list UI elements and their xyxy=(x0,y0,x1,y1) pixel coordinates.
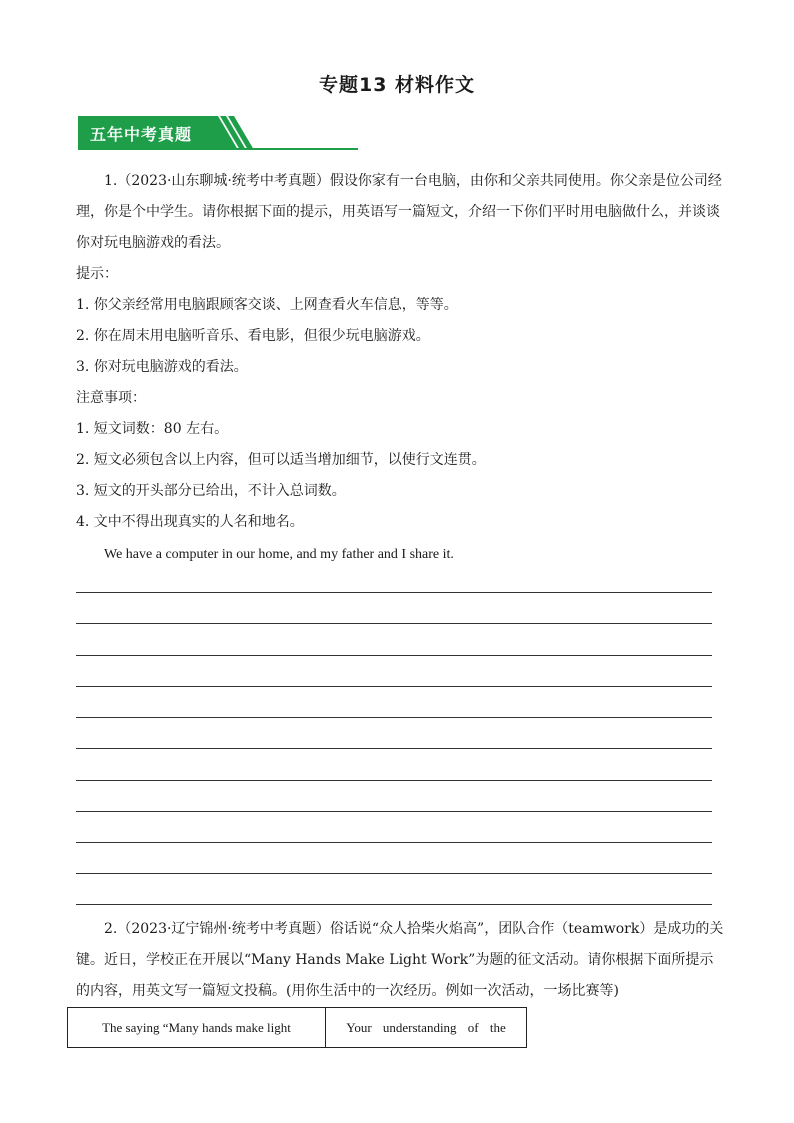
writing-line[interactable] xyxy=(76,623,712,624)
note-item: 4. 文中不得出现真实的人名和地名。 xyxy=(76,514,304,530)
opening-sentence: We have a computer in our home, and my father and I share it. xyxy=(104,547,454,562)
writing-line[interactable] xyxy=(76,842,712,843)
writing-line[interactable] xyxy=(76,904,712,905)
banner-stripes-icon xyxy=(198,116,258,150)
hints-label: 提示： xyxy=(76,266,118,282)
banner-underline xyxy=(78,148,358,150)
writing-line[interactable] xyxy=(76,811,712,812)
hint-item: 2. 你在周末用电脑听音乐、看电影，但很少玩电脑游戏。 xyxy=(76,328,430,344)
prompt-table xyxy=(67,1007,527,1048)
section-label: 五年中考真题 xyxy=(90,125,193,144)
writing-line[interactable] xyxy=(76,655,712,656)
writing-line[interactable] xyxy=(76,780,712,781)
table-cell: Your understanding of the xyxy=(346,1020,506,1035)
question1-paragraph: 1.（2023·山东聊城·统考中考真题）假设你家有一台电脑，由你和父亲共同使用。你父亲是位公司经理，你是个中学生。请你根据下面的提示，用英语写一篇短文，介绍一下你们平时用电脑做什么，并谈谈你对玩电脑游戏的看法。 xyxy=(76,173,722,251)
writing-line[interactable] xyxy=(76,717,712,718)
writing-line[interactable] xyxy=(76,592,712,593)
question2-paragraph: 2.（2023·辽宁锦州·统考中考真题）俗话说“众人拾柴火焰高”，团队合作（teamwork）是成功的关键。近日，学校正在开展以“Many Hands Make Light Work”为题的征文活动。请你根据下面所提示的内容，用英文写一篇短文投稿。(用你生活中的一次经历。例如一次活动，一场比赛等) xyxy=(76,921,724,999)
note-item: 2. 短文必须包含以上内容，但可以适当增加细节，以使行文连贯。 xyxy=(76,452,486,468)
section-banner xyxy=(78,116,358,150)
note-item: 3. 短文的开头部分已给出，不计入总词数。 xyxy=(76,483,346,499)
hint-item: 3. 你对玩电脑游戏的看法。 xyxy=(76,359,248,375)
writing-line[interactable] xyxy=(76,873,712,874)
table-cell: The saying “Many hands make light xyxy=(68,1008,326,1047)
notes-label: 注意事项： xyxy=(76,390,146,406)
writing-line[interactable] xyxy=(76,748,712,749)
hint-item: 1. 你父亲经常用电脑跟顾客交谈、上网查看火车信息，等等。 xyxy=(76,297,458,313)
writing-line[interactable] xyxy=(76,686,712,687)
page-title: 专题13 材料作文 xyxy=(318,74,476,96)
note-item: 1. 短文词数：80 左右。 xyxy=(76,421,229,437)
